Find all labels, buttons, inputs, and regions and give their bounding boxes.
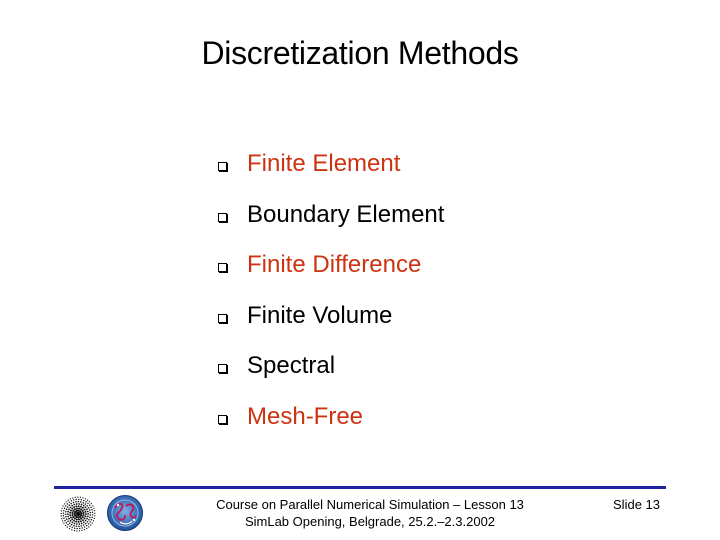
- logo-dot: [85, 501, 86, 502]
- logo-dot: [77, 512, 79, 514]
- logo-dot: [77, 516, 79, 518]
- logo-dot: [70, 510, 72, 512]
- logo-dot: [67, 506, 69, 508]
- logo-dot: [70, 520, 72, 522]
- logo-dot: [82, 497, 83, 498]
- logo-dot: [71, 505, 73, 507]
- logo-dot: [74, 518, 76, 520]
- logo-dot: [70, 516, 72, 518]
- logo-dot: [61, 518, 62, 519]
- logo-dot: [92, 512, 93, 513]
- square-bullet-icon: [218, 263, 227, 272]
- logo-dot: [74, 530, 75, 531]
- logo-dot: [85, 511, 87, 513]
- logo-dot: [64, 520, 65, 521]
- logo-dot: [89, 501, 90, 502]
- logo-dot: [85, 506, 87, 508]
- logo-dot: [71, 524, 73, 526]
- logo-dot: [61, 508, 62, 509]
- logo-dot: [84, 518, 86, 520]
- logo-dot: [78, 505, 80, 507]
- logo-dot: [68, 509, 70, 511]
- logo-dot: [85, 515, 87, 517]
- logo-dot: [76, 523, 78, 525]
- logo-dot: [83, 500, 84, 501]
- logo-dot: [76, 510, 78, 512]
- logo-dot: [81, 523, 83, 525]
- footer-course-info: [160, 496, 580, 530]
- logo-dot: [61, 513, 62, 514]
- logo-dot: [80, 497, 81, 498]
- logo-dot: [83, 521, 85, 523]
- logo-dot: [76, 518, 78, 520]
- logo-dot: [88, 519, 90, 521]
- logo-dot: [77, 497, 78, 498]
- logo-dot: [82, 514, 84, 516]
- logo-dot: [82, 510, 84, 512]
- logo-dot: [83, 505, 85, 507]
- logo-dot: [76, 530, 77, 531]
- logo-dot: [72, 497, 73, 498]
- logo-dot: [78, 503, 80, 505]
- logo-dot: [89, 517, 91, 519]
- logo-dot: [76, 503, 78, 505]
- dotted-sphere-logo-icon: [58, 494, 98, 534]
- logo-dot: [91, 503, 92, 504]
- logo-dot: [67, 526, 68, 527]
- logo-dot: [76, 499, 77, 500]
- logo-dot: [90, 521, 91, 522]
- logo-dot: [75, 501, 77, 503]
- logo-dot: [87, 503, 88, 504]
- logo-dot: [71, 529, 72, 530]
- logo-dot: [69, 522, 71, 524]
- logo-dot: [87, 521, 89, 523]
- logo-dot: [61, 515, 62, 516]
- logo-dot: [82, 519, 84, 521]
- logo-dot: [78, 519, 80, 521]
- bullet-item: [218, 247, 444, 298]
- bullet-item: [218, 146, 444, 197]
- logo-dot: [85, 498, 86, 499]
- logo-dot: [90, 514, 92, 516]
- logo-dot: [73, 504, 75, 506]
- logo-dot: [82, 527, 83, 528]
- square-bullet-icon: [218, 314, 227, 323]
- logo-dot: [76, 507, 78, 509]
- logo-dot: [70, 498, 71, 499]
- logo-dot: [65, 511, 67, 513]
- logo-dot: [85, 523, 87, 525]
- logo-dot: [89, 512, 91, 514]
- logo-dot: [72, 510, 74, 512]
- logo-dot: [71, 518, 73, 520]
- logo-dot: [85, 513, 87, 515]
- logo-dot: [78, 499, 79, 500]
- logo-dot: [86, 525, 87, 526]
- logo-dot: [86, 528, 87, 529]
- logo-dot: [87, 515, 89, 517]
- logo-dot: [70, 503, 72, 505]
- logo-dot: [66, 522, 67, 523]
- logo-dot: [80, 506, 82, 508]
- logo-dot: [72, 516, 74, 518]
- bullet-text: Boundary Element: [247, 200, 445, 228]
- logo-dot: [64, 508, 65, 509]
- logo-dot: [63, 518, 64, 519]
- logo-dot: [65, 513, 67, 515]
- logo-dot: [69, 504, 71, 506]
- square-bullet-icon: [218, 415, 227, 424]
- bullet-text: Finite Volume: [247, 301, 393, 329]
- logo-dot: [75, 497, 76, 498]
- logo-dot: [63, 515, 64, 516]
- logo-dot: [87, 511, 89, 513]
- logo-dot: [63, 510, 64, 511]
- logo-dot: [73, 506, 75, 508]
- logo-dot: [73, 520, 75, 522]
- logo-dot: [69, 526, 70, 527]
- logo-dot: [73, 502, 75, 504]
- logo-dot: [63, 523, 64, 524]
- logo-dot: [71, 512, 73, 514]
- logo-dot: [85, 520, 87, 522]
- slide-number: Slide 13: [613, 497, 660, 512]
- bullet-item: [218, 399, 444, 450]
- logo-dot: [69, 502, 70, 503]
- logo-dot: [80, 520, 82, 522]
- logo-dot: [69, 514, 71, 516]
- logo-dot: [62, 505, 63, 506]
- logo-dot: [69, 512, 71, 514]
- logo-dot: [84, 526, 85, 527]
- logo-dot: [74, 508, 76, 510]
- logo-dot: [80, 508, 82, 510]
- logo-dot: [86, 508, 88, 510]
- logo-dot: [91, 509, 92, 510]
- logo-dot: [79, 528, 80, 529]
- logo-dot: [78, 507, 80, 509]
- bullet-item: [218, 197, 444, 248]
- logo-dot: [78, 501, 80, 503]
- bullet-item: [218, 298, 444, 349]
- square-bullet-icon: [218, 213, 227, 222]
- logo-dot: [66, 509, 68, 511]
- logo-dot: [84, 529, 85, 530]
- logo-dot: [83, 524, 85, 526]
- logo-dot: [71, 500, 72, 501]
- logo-dot: [71, 508, 73, 510]
- logo-dot: [87, 500, 88, 501]
- logo-dot: [88, 507, 90, 509]
- logo-dot: [81, 504, 83, 506]
- logo-dot: [64, 503, 65, 504]
- bullet-text: Spectral: [247, 352, 336, 380]
- logo-dot: [63, 512, 64, 513]
- logo-dot: [78, 521, 80, 523]
- logo-dot: [94, 513, 95, 514]
- logo-dot: [92, 514, 93, 515]
- bullet-text: Mesh-Free: [247, 402, 364, 430]
- logo-dot: [82, 502, 84, 504]
- logo-dot: [74, 523, 76, 525]
- bullet-text: Finite Element: [247, 150, 401, 177]
- logo-dot: [71, 514, 73, 516]
- logo-dot: [94, 518, 95, 519]
- logo-dot: [67, 513, 69, 515]
- logo-dot: [68, 518, 70, 520]
- logo-dot: [88, 523, 89, 524]
- logo-dot: [84, 509, 86, 511]
- logo-dot: [87, 513, 89, 515]
- footer-course-line2: SimLab Opening, Belgrade, 25.2.–2.3.2002: [244, 514, 496, 529]
- logo-dot: [67, 503, 68, 504]
- logo-dot: [79, 530, 80, 531]
- logo-dot: [94, 510, 95, 511]
- logo-dot: [73, 499, 74, 500]
- logo-dot: [80, 512, 82, 514]
- logo-dot: [65, 525, 66, 526]
- logo-dot: [89, 505, 90, 506]
- logo-dot: [82, 507, 84, 509]
- logo-dot: [91, 519, 92, 520]
- logo-dot: [65, 505, 66, 506]
- square-bullet-icon: [218, 364, 227, 373]
- logo-dot: [78, 523, 80, 525]
- logo-dot: [80, 518, 82, 520]
- logo-dot: [81, 530, 82, 531]
- logo-dot: [90, 525, 91, 526]
- logo-dot: [72, 527, 73, 528]
- logo-dot: [88, 526, 89, 527]
- logo-dot: [83, 512, 85, 514]
- bullet-text: Finite Difference: [247, 251, 422, 279]
- logo-dot: [62, 520, 63, 521]
- logo-dot: [76, 528, 77, 529]
- logo-dot: [89, 509, 91, 511]
- bullet-item: [218, 348, 444, 399]
- logo-dot: [61, 510, 62, 511]
- logo-dot: [92, 517, 93, 518]
- logo-dot: [86, 505, 88, 507]
- logo-dot: [67, 511, 69, 513]
- logo-dot: [74, 528, 75, 529]
- logo-dot: [80, 501, 82, 503]
- logo-dot: [81, 525, 83, 527]
- logo-dot: [92, 522, 93, 523]
- logo-dot: [75, 521, 77, 523]
- logo-dot: [75, 505, 77, 507]
- logo-dot: [94, 515, 95, 516]
- logo-dot: [71, 522, 73, 524]
- logo-dot: [85, 503, 87, 505]
- logo-dot: [67, 520, 69, 522]
- logo-dot: [90, 507, 91, 508]
- bullet-list: [218, 146, 444, 450]
- logo-dot: [67, 524, 68, 525]
- logo-dot: [78, 526, 80, 528]
- logo-dot: [92, 505, 93, 506]
- logo-dot: [82, 516, 84, 518]
- logo-dot: [86, 518, 88, 520]
- footer-course-line1: Course on Parallel Numerical Simulation – Lesson 13: [216, 497, 524, 512]
- logo-dot: [69, 528, 70, 529]
- logo-dot: [65, 516, 67, 518]
- logo-dot: [81, 499, 82, 500]
- logo-dot: [66, 501, 67, 502]
- logo-dot: [73, 525, 75, 527]
- logo-dot: [67, 516, 69, 518]
- logo-dot: [76, 525, 78, 527]
- square-bullet-icon: [218, 162, 227, 171]
- logo-dot: [68, 500, 69, 501]
- logo-dot: [70, 506, 72, 508]
- logo-dot: [93, 508, 94, 509]
- footer-divider: [54, 486, 666, 489]
- slide-title: Discretization Methods: [201, 35, 519, 71]
- simlab-logo-icon: [106, 494, 144, 532]
- logo-dot: [93, 520, 94, 521]
- logo-dot: [66, 518, 68, 520]
